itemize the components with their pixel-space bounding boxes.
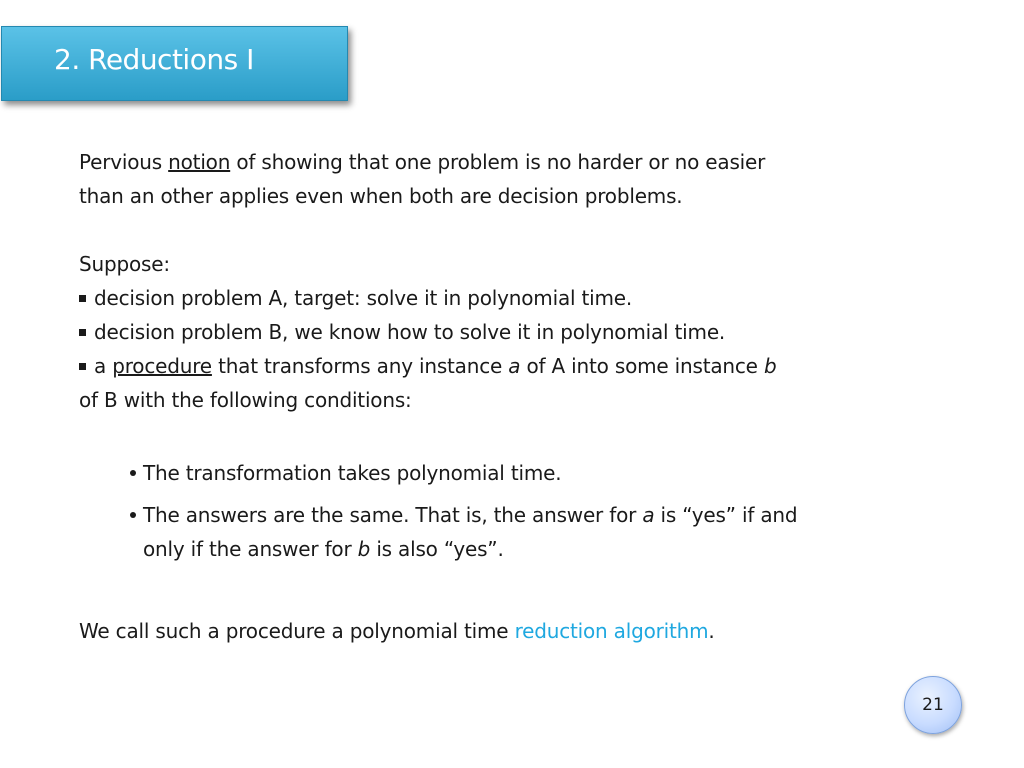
title-box (1, 26, 348, 101)
bullet-item-3 (79, 349, 919, 383)
text-run: is “yes” if and (654, 503, 798, 527)
text-run: The answers are the same. That is, the answer for (143, 503, 643, 527)
text-run: . (708, 619, 715, 643)
condition-text: The transformation takes polynomial time. (143, 461, 562, 485)
paragraph-line-1 (79, 145, 919, 179)
italic-var-a: a (642, 503, 655, 527)
text-run: that transforms any instance (211, 354, 509, 378)
text-run: of A into some instance (520, 354, 764, 378)
paragraph-line-2: than an other applies even when both are decision problems. (79, 184, 683, 208)
condition-line-continuation (130, 532, 930, 566)
italic-var-a: a (508, 354, 521, 378)
bullet-item-1 (79, 281, 919, 315)
underlined-term-procedure: procedure (112, 354, 212, 378)
conclusion-line (79, 614, 715, 648)
highlighted-term-reduction-algorithm: reduction algorithm (514, 619, 709, 643)
square-bullet-icon (79, 295, 86, 302)
bullet-item-3-continuation: of B with the following conditions: (79, 388, 412, 412)
italic-var-b: b (357, 537, 371, 561)
bullet-item-2 (79, 315, 919, 349)
text-run: is also “yes”. (370, 537, 504, 561)
text-run: only if the answer for (143, 537, 358, 561)
page-number: 21 (922, 695, 944, 715)
spacer (79, 213, 919, 247)
text-run: We call such a procedure a polynomial time (79, 619, 515, 643)
slide-title: 2. Reductions I (54, 43, 254, 76)
underlined-term-notion: notion (168, 150, 231, 174)
suppose-heading: Suppose: (79, 252, 170, 276)
square-bullet-icon (79, 363, 86, 370)
body-text (79, 145, 919, 417)
square-bullet-icon (79, 329, 86, 336)
conditions-list (130, 456, 930, 574)
italic-var-b: b (763, 354, 777, 378)
text-run: Pervious (79, 150, 169, 174)
page-number-badge (904, 676, 962, 734)
condition-line (130, 498, 930, 532)
condition-item-2 (130, 498, 930, 566)
bullet-text: decision problem A, target: solve it in polynomial time. (94, 286, 633, 310)
bullet-text: decision problem B, we know how to solve it in polynomial time. (94, 320, 726, 344)
condition-line (130, 456, 930, 490)
round-bullet-icon (130, 470, 136, 476)
condition-item-1 (130, 456, 930, 490)
round-bullet-icon (130, 512, 136, 518)
text-run: of showing that one problem is no harder or no easier (230, 150, 766, 174)
text-run: a (94, 354, 113, 378)
